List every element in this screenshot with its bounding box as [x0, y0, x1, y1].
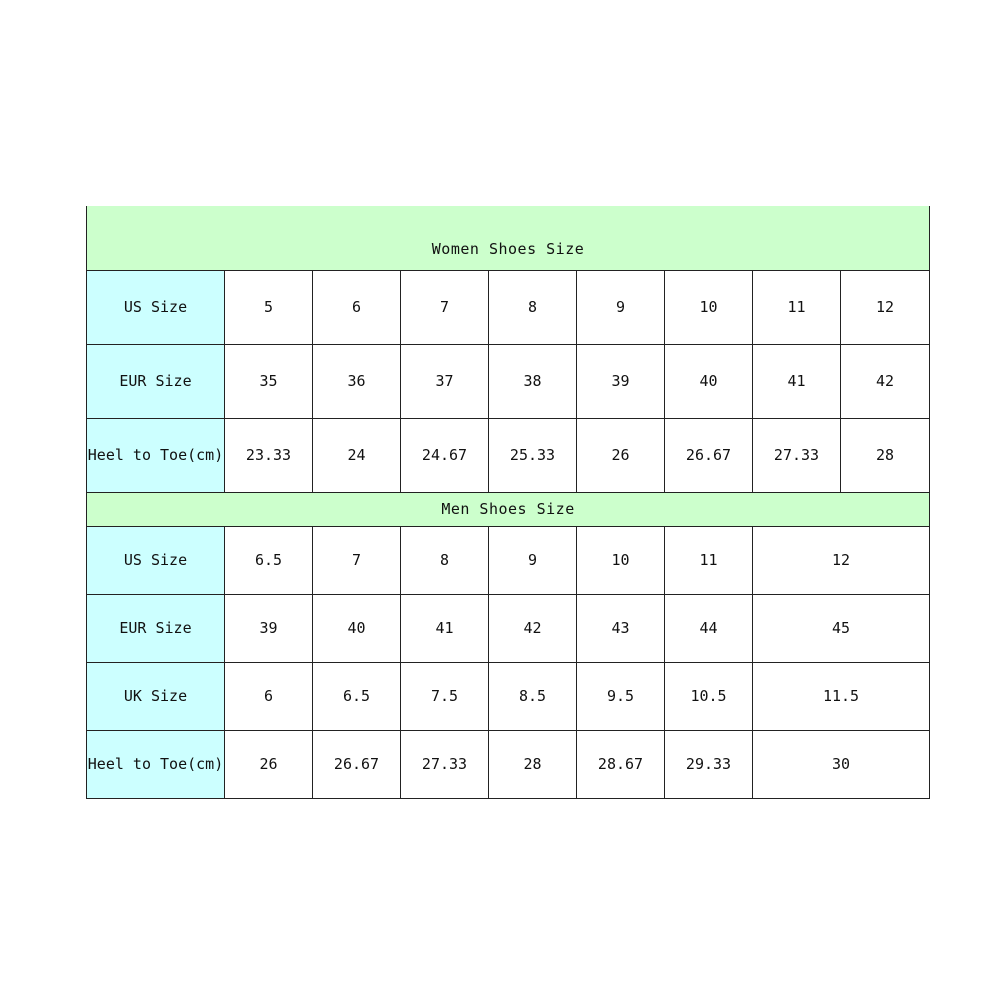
size-cell: 9.5 — [577, 662, 665, 730]
size-cell: 42 — [841, 344, 930, 418]
size-cell: 27.33 — [753, 418, 841, 492]
size-cell: 12 — [753, 526, 930, 594]
row-label: Heel to Toe(cm) — [87, 418, 225, 492]
size-cell: 36 — [313, 344, 401, 418]
women-heel-to-toe-row — [87, 418, 930, 492]
size-cell: 10 — [577, 526, 665, 594]
size-cell: 41 — [401, 594, 489, 662]
men-us-size-row — [87, 526, 930, 594]
size-cell: 30 — [753, 730, 930, 798]
size-cell: 39 — [225, 594, 313, 662]
size-cell: 40 — [313, 594, 401, 662]
size-cell: 37 — [401, 344, 489, 418]
men-section-title: Men Shoes Size — [87, 492, 930, 526]
size-cell: 10 — [665, 270, 753, 344]
size-cell: 42 — [489, 594, 577, 662]
size-cell: 5 — [225, 270, 313, 344]
size-cell: 35 — [225, 344, 313, 418]
size-cell: 26.67 — [313, 730, 401, 798]
size-cell: 6.5 — [225, 526, 313, 594]
size-cell: 7.5 — [401, 662, 489, 730]
size-cell: 38 — [489, 344, 577, 418]
size-cell: 11.5 — [753, 662, 930, 730]
size-cell: 43 — [577, 594, 665, 662]
size-cell: 11 — [665, 526, 753, 594]
size-cell: 28 — [841, 418, 930, 492]
size-cell: 29.33 — [665, 730, 753, 798]
size-cell: 11 — [753, 270, 841, 344]
size-cell: 8 — [401, 526, 489, 594]
size-cell: 28.67 — [577, 730, 665, 798]
size-cell: 26.67 — [665, 418, 753, 492]
size-cell: 8 — [489, 270, 577, 344]
size-cell: 6 — [313, 270, 401, 344]
size-cell: 25.33 — [489, 418, 577, 492]
size-cell: 40 — [665, 344, 753, 418]
size-cell: 26 — [577, 418, 665, 492]
size-cell: 8.5 — [489, 662, 577, 730]
size-cell: 23.33 — [225, 418, 313, 492]
row-label: US Size — [87, 270, 225, 344]
row-label: UK Size — [87, 662, 225, 730]
size-cell: 44 — [665, 594, 753, 662]
row-label: Heel to Toe(cm) — [87, 730, 225, 798]
size-cell: 24 — [313, 418, 401, 492]
women-title-row — [87, 206, 930, 270]
men-heel-to-toe-row — [87, 730, 930, 798]
women-us-size-row — [87, 270, 930, 344]
size-cell: 7 — [401, 270, 489, 344]
women-eur-size-row — [87, 344, 930, 418]
men-eur-size-row — [87, 594, 930, 662]
size-cell: 6.5 — [313, 662, 401, 730]
size-cell: 9 — [489, 526, 577, 594]
men-title-row — [87, 492, 930, 526]
size-cell: 12 — [841, 270, 930, 344]
row-label: EUR Size — [87, 594, 225, 662]
size-cell: 27.33 — [401, 730, 489, 798]
women-section-title: Women Shoes Size — [87, 206, 930, 270]
men-uk-size-row — [87, 662, 930, 730]
size-cell: 10.5 — [665, 662, 753, 730]
size-cell: 6 — [225, 662, 313, 730]
shoe-size-table — [86, 206, 930, 799]
size-cell: 41 — [753, 344, 841, 418]
row-label: US Size — [87, 526, 225, 594]
size-cell: 26 — [225, 730, 313, 798]
size-cell: 28 — [489, 730, 577, 798]
size-cell: 7 — [313, 526, 401, 594]
row-label: EUR Size — [87, 344, 225, 418]
size-cell: 45 — [753, 594, 930, 662]
size-cell: 39 — [577, 344, 665, 418]
size-cell: 24.67 — [401, 418, 489, 492]
size-cell: 9 — [577, 270, 665, 344]
